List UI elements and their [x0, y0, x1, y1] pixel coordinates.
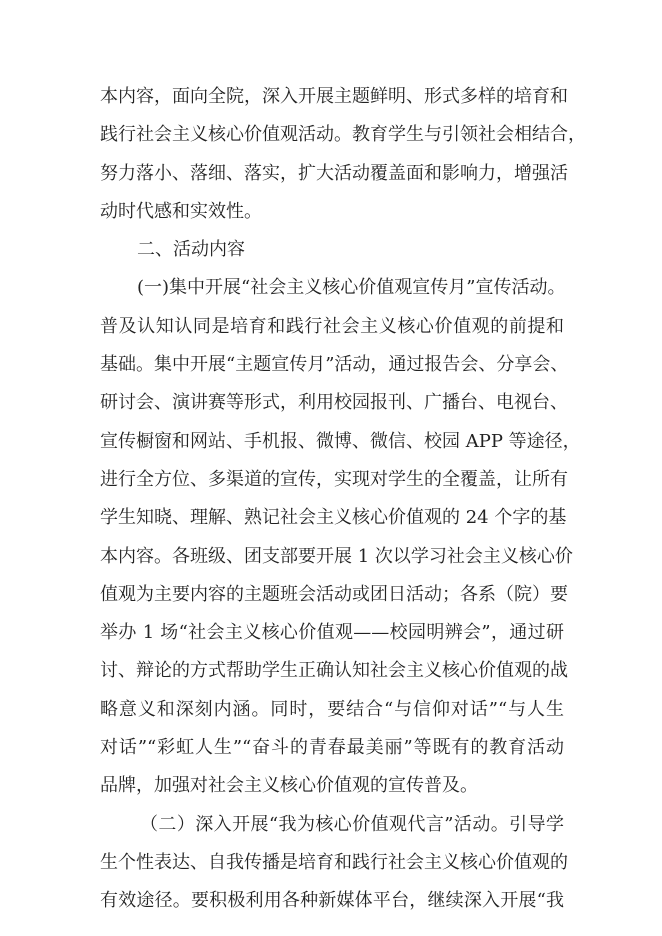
text-line: 有效途径。要积极利用各种新媒体平台，继续深入开展“我 — [100, 890, 564, 912]
text-line: 学生知晓、理解、熟记社会主义核心价值观的 24 个字的基 — [100, 507, 567, 529]
text-line: 本内容。各班级、团支部要开展 1 次以学习社会主义核心价 — [100, 545, 573, 567]
text-line: 努力落小、落细、落实，扩大活动覆盖面和影响力，增强活 — [100, 162, 568, 184]
document-page — [100, 78, 586, 921]
text-line: 值观为主要内容的主题班会活动或团日活动；各系（院）要 — [100, 583, 568, 605]
text-line: 本内容，面向全院，深入开展主题鲜明、形式多样的培育和 — [100, 86, 568, 107]
text-line: 进行全方位、多渠道的宣传，实现对学生的全覆盖，让所有 — [100, 468, 568, 490]
text-line: 讨、辩论的方式帮助学生正确认知社会主义核心价值观的战 — [100, 660, 568, 682]
text-line: 普及认知认同是培育和践行社会主义核心价值观的前提和 — [100, 315, 564, 337]
text-line: 品牌，加强对社会主义核心价值观的宣传普及。 — [100, 775, 478, 797]
text-line: 举办 1 场“社会主义核心价值观——校园明辨会”，通过研 — [100, 622, 564, 644]
text-line: 践行社会主义核心价值观活动。教育学生与引领社会相结合， — [100, 124, 586, 146]
text-line: 略意义和深刻内涵。同时，要结合“与信仰对话”“与人生 — [100, 698, 564, 720]
subsection-heading: （二）深入开展“我为核心价值观代言”活动。引导学 — [140, 813, 564, 835]
section-heading: 二、活动内容 — [137, 239, 245, 261]
text-line: 对话”“彩虹人生”“奋斗的青春最美丽”等既有的教育活动 — [100, 737, 564, 759]
text-line: 研讨会、演讲赛等形式，利用校园报刊、广播台、电视台、 — [100, 392, 568, 414]
text-line: 生个性表达、自我传播是培育和践行社会主义核心价值观的 — [100, 851, 568, 873]
text-line: 动时代感和实效性。 — [100, 200, 262, 222]
subsection-heading: (一)集中开展“社会主义核心价值观宣传月”宣传活动。 — [137, 277, 566, 299]
text-line: 宣传橱窗和网站、手机报、微博、微信、校园 APP 等途径， — [100, 430, 581, 452]
text-line: 基础。集中开展“主题宣传月”活动，通过报告会、分享会、 — [100, 354, 569, 376]
